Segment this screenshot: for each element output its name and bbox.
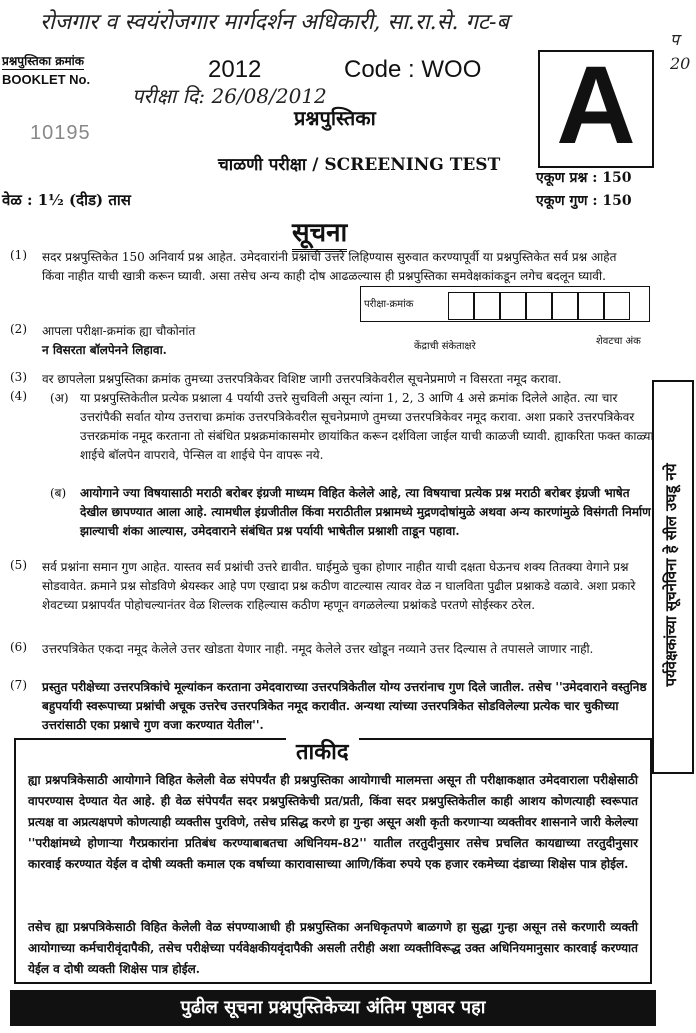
sub-item-marker: (ब) — [50, 486, 67, 500]
item-number: (2) — [10, 322, 27, 336]
seal-banner-text: पर्यवेक्षकांच्या सूचनेविना हे सील उघडू नये — [662, 463, 680, 687]
exam-year: 2012 — [208, 56, 262, 83]
exam-date: परीक्षा दि: 26/08/2012 — [132, 84, 327, 108]
item-number: (3) — [10, 370, 27, 384]
instruction-2 — [42, 322, 342, 360]
instruction-4b: आयोगाने ज्या विषयासाठी मराठी बरोबर इंग्रजी माध्यम विहित केलेले आहे, त्या विषयाचा प्रत्येक प्रश्न मराठी बरोबर इंग्रजी भाषेत देखील छापण्यात आला आहे. त्यामधील इंग्रजीतील किंवा मराठीतील प्रश्नामध्ये मुद्रणदोषांमुळे अथवा अन्य कारणांमुळे विसंगती निर्माण झाल्याची शंका आल्यास, उमेदवाराने संबंधित प्रश्न पर्यायी भाषेतील प्रश्नाशी ताडून पहावा. — [80, 486, 651, 538]
booklet-label-english: BOOKLET No. — [2, 72, 91, 87]
test-name: चाळणी परीक्षा / SCREENING TEST — [218, 155, 501, 175]
booklet-number: 10195 — [30, 122, 91, 144]
instruction-5: सर्व प्रश्नांना समान गुण आहेत. यास्तव सर्व प्रश्नांची उत्तरे द्यावीत. घाईमुळे चुका होणार नाहीत याची दक्षता घेऊनच शक्य तितक्या वेगाने प्रश्न सोडवावेत. क्रमाने प्रश्न सोडविणे श्रेयस्कर आहे पण एखादा प्रश्न कठीण वाटल्यास त्यावर वेळ न घालविता पुढील प्रश्नाकडे वळावे. अशा प्रकारे शेवटच्या प्रश्नापर्यंत पोहोचल्यानंतर वेळ शिल्लक राहिल्यास कठीण म्हणून वगळलेल्या प्रश्नांकडे परतणे सोईस्कर ठरेल. — [42, 560, 636, 612]
instruction-4a: या प्रश्नपुस्तिकेतील प्रत्येक प्रश्नाला 4 पर्यायी उत्तरे सुचविली असून त्यांना 1, 2, 3 आणि 4 असे क्रमांक दिलेले आहेत. त्या चार उत्तरांपैकी सर्वात योग्य उत्तराचा क्रमांक उत्तरपत्रिकेवरील सूचनेप्रमाणे तुमच्या उत्तरपत्रिकेवर नमूद करावा. अशा प्रकारे उत्तरपत्रिकेवर उत्तरक्रमांक नमूद करताना तो संबंधित प्रश्नक्रमांकासमोर छायांकित करून दर्शविला जाईल याची काळजी घ्यावी. ह्याकरिता फक्त काळ्या शाईचे बॉलपेन वापरावे, पेन्सिल वा शाईचे पेन वापरू नये. — [80, 391, 654, 462]
warning-paragraph-2: तसेच ह्या प्रश्नपत्रिकेसाठी विहित केलेली वेळ संपण्याआधी ही प्रश्नपुस्तिका अनधिकृतपणे बाळगणे हा सुद्धा गुन्हा असून तसे करणारी व्यक्ती आयोगाच्या कर्मचारीवृंदापैकी, तसेच परीक्षेच्या पर्यवेक्षकीयवृंदापैकी असली तरीही अशा व्यक्तीविरूद्ध उक्त अधिनियमानुसार कारवाई करण्यात येईल व दोषी व्यक्ती शिक्षेस पात्र होईल. — [28, 920, 638, 976]
item-number: (5) — [10, 558, 27, 572]
instructions-heading: सूचना — [292, 213, 347, 252]
paper-code: Code : WOO — [344, 56, 482, 83]
total-marks: एकूण गुण : 150 — [536, 193, 632, 209]
set-letter: A — [556, 44, 636, 167]
warning-paragraph-1: ह्या प्रश्नपत्रिकेसाठी आयोगाने विहित केलेली वेळ संपेपर्यंत ही प्रश्नपुस्तिका आयोगाची मालमत्ता असून ती परीक्षाकक्षात उमेदवाराला परीक्षेसाठी वापरण्यास देण्यात येत आहे. ही वेळ संपेपर्यंत सदर प्रश्नपुस्तिकेची प्रत/प्रती, किंवा सदर प्रश्नपुस्तिकेतील काही आशय कोणत्याही स्वरूपात प्रत्यक्ष वा अप्रत्यक्षपणे कोणत्याही व्यक्तीस पुरविणे, तसेच प्रसिद्ध करणे हा गुन्हा असून अशी कृती करणाऱ्या व्यक्तीवर शासनाने जारी केलेल्या ''परीक्षांमध्ये होणाऱ्या गैरप्रकारांना प्रतिबंध करण्याबाबतचा अधिनियम-82'' यातील तरतुदीनुसार तसेच प्रचलित कायद्याच्या तरतुदीनुसार कारवाई करण्यात येईल व दोषी व्यक्ती कमाल एक वर्षाच्या कारावासाच्या आणि/किंवा रुपये एक हजार रकमेच्या दंडाच्या शिक्षेस पात्र होईल. — [28, 773, 638, 871]
item-number: (6) — [10, 640, 27, 654]
instruction-2-line2: न विसरता बॉलपेनने लिहावा. — [42, 343, 167, 357]
footer-banner: पुढील सूचना प्रश्नपुस्तिकेच्या अंतिम पृष्ठावर पहा — [10, 990, 656, 1026]
roll-number-cell[interactable] — [474, 292, 500, 320]
item-number: (4) — [10, 389, 27, 403]
instruction-3: वर छापलेला प्रश्नपुस्तिका क्रमांक तुमच्या उत्तरपत्रिकेवर विशिष्ट जागी उत्तरपत्रिकेवरील सूचनेप्रमाणे न विसरता नमूद करावा. — [42, 372, 562, 386]
handwritten-right-fragment: प 20 — [670, 30, 691, 73]
roll-number-cell[interactable] — [578, 292, 604, 320]
duration: वेळ : 1½ (दीड) तास — [2, 191, 131, 209]
sub-item-marker: (अ) — [50, 391, 69, 405]
instruction-6: उत्तरपत्रिकेत एकदा नमूद केलेले उत्तर खोडता येणार नाही. नमूद केलेले उत्तर खोडून नव्याने उत्तर दिल्यास ते तपासले जाणार नाही. — [42, 642, 594, 656]
item-number: (7) — [10, 678, 27, 692]
roll-number-cell[interactable] — [500, 292, 526, 320]
roll-number-cell[interactable] — [604, 292, 630, 320]
total-questions: एकूण प्रश्न : 150 — [536, 170, 632, 186]
check-digit-caption: शेवटचा अंक — [596, 336, 641, 347]
instruction-7: प्रस्तुत परीक्षेच्या उत्तरपत्रिकांचे मूल्यांकन करताना उमेदवाराच्या उत्तरपत्रिकेतील योग्य उत्तरांनाच गुण दिले जातील. तसेच ''उमेदवाराने वस्तुनिष्ठ बहुपर्यायी स्वरूपाच्या प्रश्नांची अचूक उत्तरेच उत्तरपत्रिकेत नमूद करावीत. अन्यथा त्यांच्या उत्तरपत्रिकेत सोडविलेल्या प्रत्येक चार चुकीच्या उत्तरांसाठी एका प्रश्नाचे गुण वजा करण्यात येतील''. — [42, 680, 647, 732]
centre-code-caption: केंद्राची संकेताक्षरे — [414, 341, 476, 352]
roll-number-cell[interactable] — [526, 292, 552, 320]
roll-number-cell[interactable] — [448, 292, 474, 320]
warning-heading: ताकीद — [286, 736, 359, 766]
instruction-1: सदर प्रश्नपुस्तिकेत 150 अनिवार्य प्रश्न आहेत. उमेदवारांनी प्रश्नांची उत्तरे लिहिण्यास सुरुवात करण्यापूर्वी या प्रश्नपुस्तिकेत सर्व प्रश्न आहेत किंवा नाहीत याची खात्री करून घ्यावी. असा तसेच अन्य काही दोष आढळल्यास ही प्रश्नपुस्तिका समवेक्षकांकडून लगेच बदलून घ्यावी. — [42, 250, 617, 283]
booklet-label-marathi: प्रश्नपुस्तिका क्रमांक — [2, 54, 84, 68]
roll-number-label: परीक्षा-क्रमांक — [364, 299, 414, 310]
roll-number-cell[interactable] — [552, 292, 578, 320]
handwritten-post-title: रोजगार व स्वयंरोजगार मार्गदर्शन अधिकारी, सा.रा.से. गट-ब — [40, 10, 509, 35]
instruction-2-line1: आपला परीक्षा-क्रमांक ह्या चौकोनांत — [42, 324, 196, 338]
booklet-title: प्रश्नपुस्तिका — [294, 106, 376, 130]
item-number: (1) — [10, 248, 27, 262]
